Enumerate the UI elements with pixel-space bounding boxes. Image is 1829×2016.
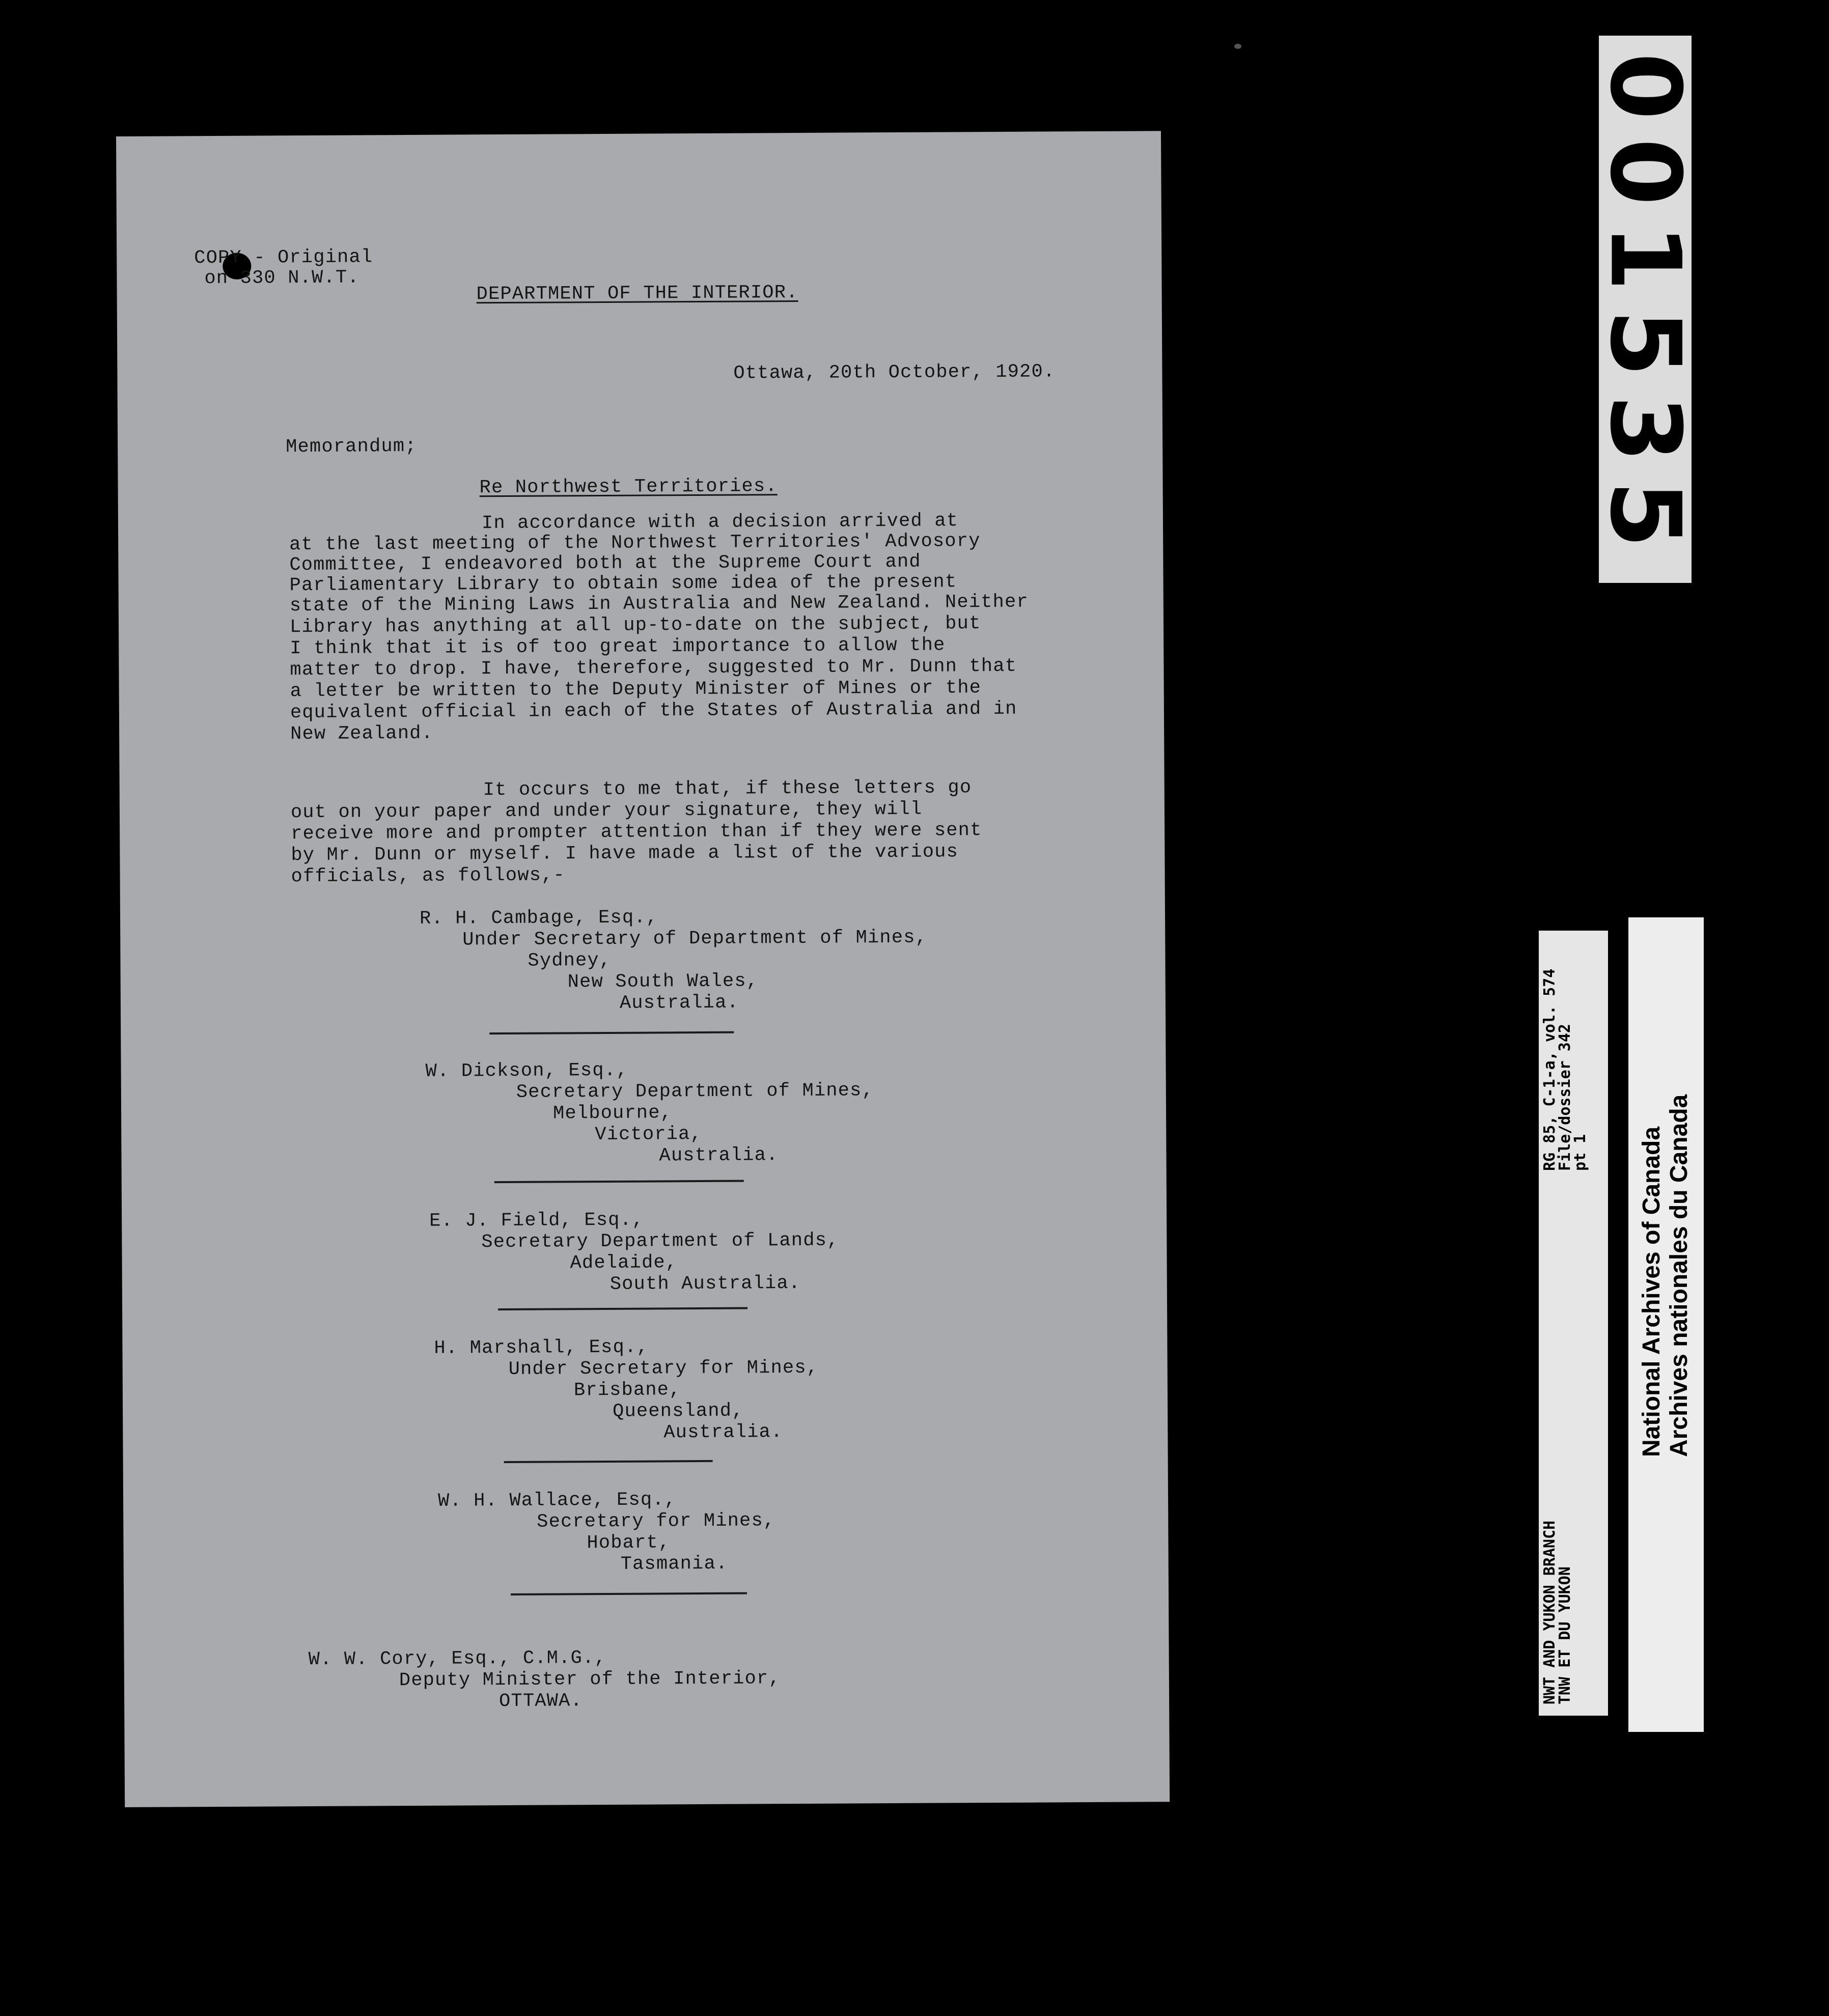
archive-name-fr: Archives nationales du Canada xyxy=(1666,1094,1693,1457)
official-name: W. H. Wallace, Esq., xyxy=(437,1489,677,1512)
official-title: Secretary Department of Mines, xyxy=(516,1080,874,1103)
paragraph-line: In accordance with a decision arrived at xyxy=(481,510,959,535)
official-country: Australia. xyxy=(663,1421,783,1444)
department-heading: DEPARTMENT OF THE INTERIOR. xyxy=(476,282,798,305)
ref-line-branch: NWT AND YUKON BRANCH xyxy=(1541,1520,1559,1704)
official-title: Under Secretary for Mines, xyxy=(508,1357,819,1380)
official-city: Melbourne, xyxy=(552,1102,673,1125)
paragraph-line: officials, as follows,- xyxy=(291,864,566,888)
official-name: W. Dickson, Esq., xyxy=(425,1059,628,1082)
archive-label xyxy=(1628,917,1704,1732)
paragraph-line: I think that it is of too great importance to allow the xyxy=(290,634,946,660)
official-name: R. H. Cambage, Esq., xyxy=(419,907,658,930)
paragraph-line: state of the Mining Laws in Australia and New Zealand. Neither xyxy=(289,591,1029,617)
official-state: New South Wales, xyxy=(567,970,759,993)
official-name: H. Marshall, Esq., xyxy=(434,1336,649,1359)
official-title: Secretary Department of Lands, xyxy=(481,1229,839,1253)
official-city: Brisbane, xyxy=(573,1379,681,1402)
official-country: Australia. xyxy=(659,1144,779,1167)
subject-line: Re Northwest Territories. xyxy=(479,475,778,499)
paragraph-line: Library has anything at all up-to-date on the subject, but xyxy=(289,613,981,638)
paragraph-line: equivalent official in each of the States of Australia and in xyxy=(290,698,1017,724)
separator-rule xyxy=(511,1592,747,1595)
archive-name-en: National Archives of Canada xyxy=(1638,1126,1665,1457)
official-title: Secretary for Mines, xyxy=(537,1510,775,1533)
official-state: South Australia. xyxy=(609,1272,801,1295)
official-state: Queensland, xyxy=(613,1400,744,1422)
memo-page xyxy=(116,131,1170,1807)
ref-line-part: pt 1 xyxy=(1571,1134,1589,1171)
paragraph-line: by Mr. Dunn or myself. I have made a list of the various xyxy=(291,841,959,866)
official-city: Hobart, xyxy=(587,1532,671,1554)
addressee-name: W. W. Cory, Esq., C.M.G., xyxy=(308,1647,606,1671)
addressee-title: Deputy Minister of the Interior, xyxy=(399,1668,781,1692)
separator-rule xyxy=(504,1460,713,1463)
paragraph-line: It occurs to me that, if these letters go xyxy=(483,777,972,801)
separator-rule xyxy=(498,1307,747,1311)
paragraph-line: receive more and prompter attention than if they were sent xyxy=(291,820,982,845)
memo-label: Memorandum; xyxy=(286,435,417,458)
official-city: Adelaide, xyxy=(570,1252,678,1274)
separator-rule xyxy=(494,1180,744,1184)
ref-line-rg: RG 85, C-1-a, vol. 574 xyxy=(1541,968,1559,1171)
official-country: Australia. xyxy=(619,992,739,1014)
paragraph-line: New Zealand. xyxy=(290,722,434,745)
official-title: Under Secretary of Department of Mines, xyxy=(462,927,928,951)
place-date: Ottawa, 20th October, 1920. xyxy=(733,361,1056,384)
official-name: E. J. Field, Esq., xyxy=(429,1209,644,1232)
addressee-city: OTTAWA. xyxy=(498,1690,583,1713)
paragraph-line: out on your paper and under your signature, they will xyxy=(290,798,923,824)
frame-number-strip xyxy=(1589,36,1702,583)
paragraph-line: Committee, I endeavored both at the Supreme Court and xyxy=(289,551,921,576)
film-speck xyxy=(1234,44,1241,49)
paragraph-line: matter to drop. I have, therefore, suggested to Mr. Dunn that xyxy=(290,655,1017,681)
official-state: Tasmania. xyxy=(620,1553,728,1575)
separator-rule xyxy=(489,1031,734,1035)
copy-note-line2: on 330 N.W.T. xyxy=(204,267,359,290)
copy-note-line1: COPY - Original xyxy=(194,246,373,269)
paragraph-line: Parliamentary Library to obtain some idea of the present xyxy=(289,571,957,597)
reference-label xyxy=(1539,931,1608,1716)
frame-number: 001535 xyxy=(1589,52,1702,567)
ref-line-file: File/dossier 342 xyxy=(1556,1024,1574,1171)
official-city: Sydney, xyxy=(528,949,612,972)
paragraph-line: a letter be written to the Deputy Minister of Mines or the xyxy=(290,677,982,703)
ref-line-branch-fr: TNW ET DU YUKON xyxy=(1556,1566,1574,1704)
paragraph-line: at the last meeting of the Northwest Territories' Advosory xyxy=(289,530,981,556)
official-state: Victoria, xyxy=(595,1124,703,1146)
